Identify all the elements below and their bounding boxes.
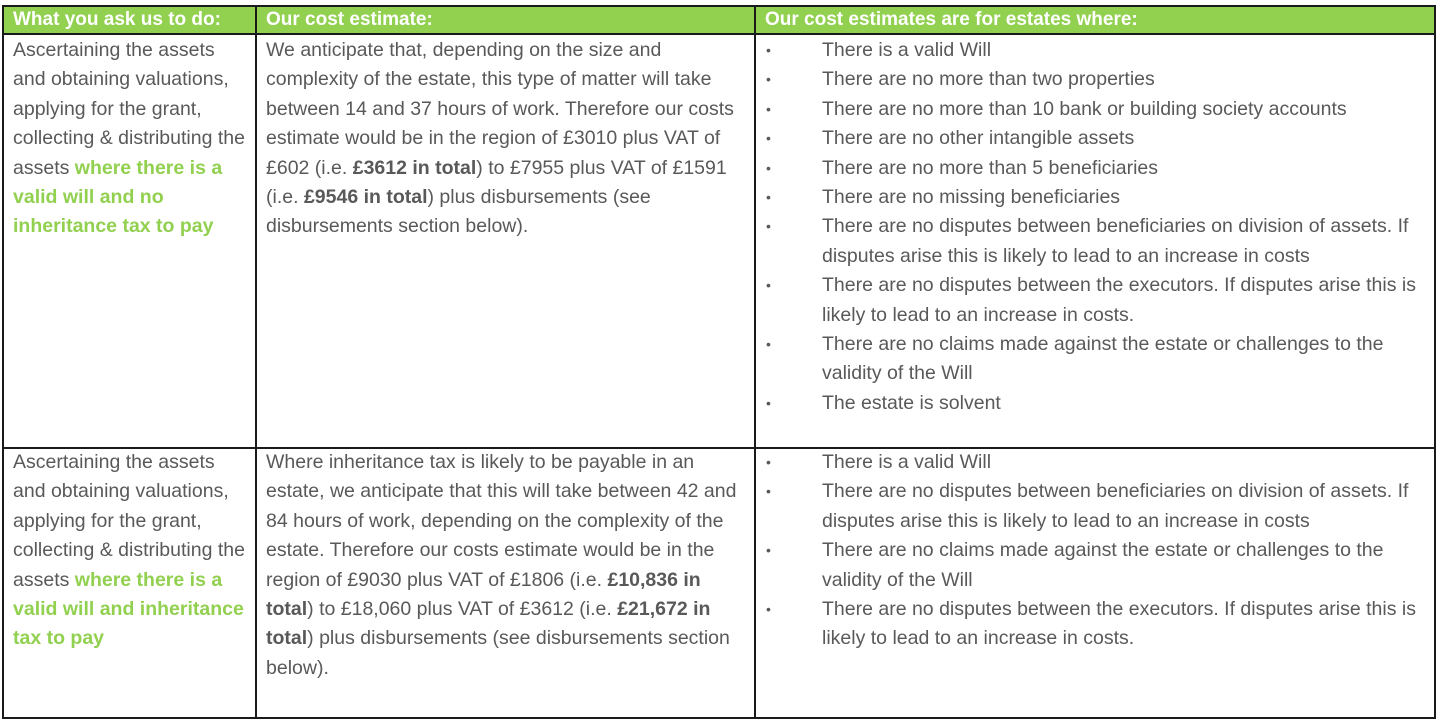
- condition-text: There are no more than 10 bank or building society accounts: [822, 97, 1347, 120]
- table-row-1-conditions: [765, 36, 1433, 418]
- condition-text: There are no disputes between the executors. If disputes arise this is likely to lead to an increase in costs.: [822, 274, 1416, 326]
- column-divider: [255, 7, 257, 717]
- conditions-list: [765, 448, 1433, 654]
- condition-item: [765, 536, 1433, 595]
- condition-text: There are no claims made against the estate or challenges to the validity of the Will: [822, 333, 1384, 385]
- bullet-icon: •: [766, 100, 771, 117]
- table-row-2-estimate: [266, 448, 752, 683]
- estimate-total-high: £9546 in total: [303, 186, 428, 209]
- condition-text: There is a valid Will: [822, 451, 992, 473]
- bullet-icon: •: [766, 454, 771, 470]
- task-description: Ascertaining the assets and obtaining valuations, applying for the grant, collecting & distributing the assets: [13, 39, 245, 179]
- condition-text: There are no disputes between the executors. If disputes arise this is likely to lead to an increase in costs.: [822, 598, 1416, 650]
- condition-text: There are no claims made against the estate or challenges to the validity of the Will: [822, 539, 1384, 591]
- column-divider: [754, 7, 756, 717]
- condition-item: [765, 271, 1433, 330]
- header-cost-estimate: Our cost estimate:: [266, 9, 433, 30]
- table-header-row: [4, 7, 1434, 35]
- task-highlight: where there is a valid will and no inheritance tax to pay: [13, 156, 223, 238]
- condition-item: [765, 330, 1433, 389]
- bullet-icon: •: [766, 130, 771, 147]
- bullet-icon: •: [766, 542, 771, 559]
- condition-text: There are no missing beneficiaries: [822, 186, 1121, 209]
- bullet-icon: •: [766, 71, 771, 88]
- header-estates-where: Our cost estimates are for estates where:: [765, 9, 1138, 30]
- condition-text: There is a valid Will: [822, 39, 992, 61]
- condition-text: There are no disputes between beneficiaries on division of assets. If disputes arise this is likely to lead to an increase in costs: [822, 480, 1409, 532]
- condition-item: [765, 595, 1433, 654]
- condition-item: [765, 212, 1433, 271]
- table-row-2-task: [13, 448, 251, 654]
- condition-item: [765, 389, 1433, 418]
- bullet-icon: •: [766, 336, 771, 353]
- estimate-total-low: £3612 in total: [352, 156, 477, 179]
- condition-item: [765, 448, 1433, 477]
- estimate-text: Where inheritance tax is likely to be payable in an estate, we anticipate that this will take between 42 and 84 hours of work, depending on the complexity of the estate. Therefore our costs estimate would be in the region of £9030 plus VAT of £1806 (i.e.: [266, 451, 737, 591]
- bullet-icon: •: [766, 218, 771, 235]
- estimate-text: ) plus disbursements (see disbursements section below).: [266, 186, 651, 238]
- estimate-text: ) to £18,060 plus VAT of £3612 (i.e.: [307, 598, 618, 621]
- condition-text: There are no more than two properties: [822, 68, 1155, 91]
- header-what-you-ask: What you ask us to do:: [13, 9, 221, 30]
- condition-item: [765, 36, 1433, 65]
- bullet-icon: •: [766, 394, 771, 411]
- table-row-2-conditions: [765, 448, 1433, 654]
- condition-item: [765, 124, 1433, 153]
- conditions-list: [765, 36, 1433, 418]
- condition-text: There are no disputes between beneficiaries on division of assets. If disputes arise this is likely to lead to an increase in costs: [822, 215, 1409, 267]
- estimate-text: We anticipate that, depending on the size and complexity of the estate, this type of matter will take between 14 and 37 hours of work. Therefore our costs estimate would be in the region of £3010 plus VAT of £602 (i.e.: [266, 39, 734, 179]
- bullet-icon: •: [766, 159, 771, 176]
- condition-text: The estate is solvent: [822, 391, 1001, 414]
- table-row-1-task: [13, 36, 251, 242]
- bullet-icon: •: [766, 483, 771, 500]
- cost-estimate-table: [2, 5, 1436, 719]
- bullet-icon: •: [766, 189, 771, 206]
- estimate-text: ) plus disbursements (see disbursements section below).: [266, 627, 730, 679]
- condition-item: [765, 65, 1433, 94]
- table-row-1-estimate: [266, 36, 752, 242]
- estimate-text: ) to £7955 plus VAT of £1591 (i.e.: [266, 156, 727, 209]
- condition-item: [765, 183, 1433, 212]
- task-description: Ascertaining the assets and obtaining valuations, applying for the grant, collecting & distributing the assets: [13, 451, 245, 591]
- bullet-icon: •: [766, 277, 771, 294]
- task-highlight: where there is a valid will and inheritance tax to pay: [13, 568, 244, 650]
- condition-text: There are no other intangible assets: [822, 127, 1135, 150]
- bullet-icon: •: [766, 42, 771, 58]
- condition-item: [765, 95, 1433, 124]
- condition-item: [765, 154, 1433, 183]
- bullet-icon: •: [766, 601, 771, 618]
- condition-text: There are no more than 5 beneficiaries: [822, 156, 1159, 179]
- condition-item: [765, 477, 1433, 536]
- estimate-total-low: £10,836 in total: [266, 568, 701, 621]
- estimate-total-high: £21,672 in total: [266, 598, 711, 650]
